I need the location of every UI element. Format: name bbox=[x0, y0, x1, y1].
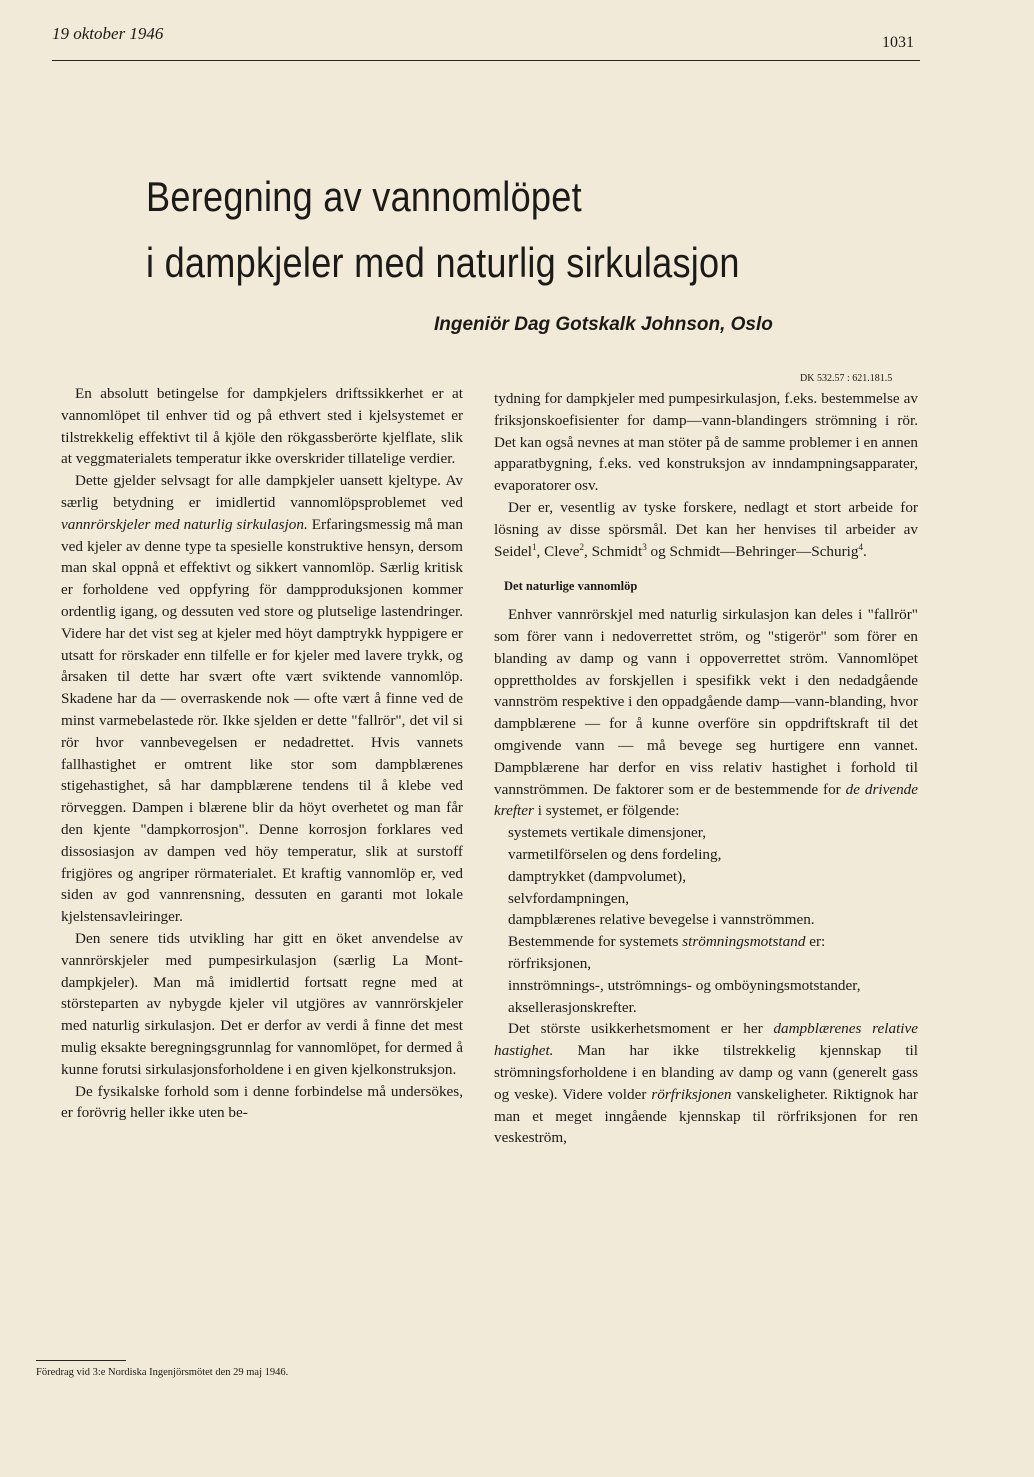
dk-classification: DK 532.57 : 621.181.5 bbox=[800, 373, 893, 384]
page-number: 1031 bbox=[882, 34, 914, 51]
list-item: rörfriksjonen, bbox=[508, 954, 592, 972]
ref-1: 1 bbox=[531, 541, 537, 552]
author-byline: Ingeniör Dag Gotskalk Johnson, Oslo bbox=[434, 314, 773, 335]
footnote-rule bbox=[36, 1360, 126, 1361]
paragraph: Det störste usikkerhetsmoment er her dampblærenes relative hastighet. Man har ikke tilstrekkelig kjennskap til strömningsforholdene i en blanding av damp og vann (generelt gass og veske). Videre volder rörfriksjonen vanskeligheter. Riktignok har man et meget inngående kjennskap til rörfriksjonen for ren veskeström, bbox=[494, 1020, 918, 1147]
paragraph: Den senere tids utvikling har gitt en öket anvendelse av vannrörskjeler med pumpesirkulasjon (særlig La Mont-dampkjeler). Man må imidlertid fortsatt regne med at störsteparten av nybygde kjeler vil utgjöres av vannrörskjeler med naturlig sirkulasjon. Det er derfor av verdi å finne det mest mulig eksakte beregningsgrunnlag for vannomlöpet, for dermed å kunne forutsi sirkulasjonsforholdene i en given kjelkonstruksjon. bbox=[61, 929, 463, 1078]
ref-4: 4 bbox=[858, 541, 863, 552]
paragraph: tydning for dampkjeler med pumpesirkulasjon, f.eks. bestemmelse av friksjonskoefisienter for damp—vann-blandingers strömning i rör. Det kan også nevnes at man stöter på de samme problemer i en annen apparatbygning, f.eks. ved konstruksjon av inndampningsapparater, evaporatorer osv. bbox=[494, 390, 918, 495]
resistance-list bbox=[494, 953, 918, 1018]
ref-3: 3 bbox=[642, 541, 647, 552]
paragraph: De fysikalske forhold som i denne forbindelse må undersökes, er forövrig heller ikke uten be- bbox=[61, 1082, 463, 1122]
list-item: systemets vertikale dimensjoner, bbox=[508, 824, 707, 842]
list-item: varmetilförselen og dens fordeling, bbox=[508, 845, 722, 863]
paragraph: Dette gjelder selvsagt for alle dampkjeler uansett kjeltype. Av særlig betydning er imidlertid vannomlöpsproblemet ved vannrörskjeler med naturlig sirkulasjon. Erfaringsmessig må man ved kjeler av denne type ta spesielle konstruktive hensyn, dersom man skal oppnå et effektivt og sikkert vannomlöp. Særlig kritisk er forholdene ved oppfyring för dampproduksjonen kommer ordentlig igang, og dessuten ved store og plutselige lastendringer. Videre har det vist seg at kjeler med höyt damptrykk hyppigere er utsatt for rörskader enn tilfelle er for kjeler med lavere trykk, og årsaken til dette har svært ofte vært sviktende vannomlöp. Skadene har da — overraskende nok — ofte vært å finne ved de minst varmebelastede rör. Ikke sjelden er dette "fallrör", det vil si rör hvor vannbevegelsen er nedadrettet. Hvis vannets fallhastighet er omtrent like stor som dampblærenes stigehastighet, så har dampblærene tendens til å klebe ved rörveggen. Dampen i blærene blir da höyt overhetet og man får den kjente "dampkorrosjon". Denne korrosjon forklares ved dissosiasjon av dampen ved höy temperatur, slik at surstoff frigjöres og angriper rörmaterialet. Et kraftig vannomlöp er, ved siden av god vannrensning, dessuten en garanti mot lokale kjelstensavleiringer. bbox=[61, 472, 463, 926]
list-item: innströmnings-, utströmnings- og omböyningsmotstander, bbox=[508, 976, 861, 994]
ref-2: 2 bbox=[579, 541, 584, 552]
paragraph: En absolutt betingelse for dampkjelers driftssikkerhet er at vannomlöpet til enhver tid og på ethvert sted i kjelsystemet er tilstrekkelig effektivt til å kjöle den rökgassberörte kjelflate, slik at veggmaterialets temperatur ikke overskrider tillatelige verdier. bbox=[61, 385, 463, 468]
header-rule bbox=[52, 60, 920, 61]
title-line-2: i dampkjeler med naturlig sirkulasjon bbox=[146, 239, 740, 286]
footnote: Föredrag vid 3:e Nordiska Ingenjörsmötet den 29 maj 1946. bbox=[36, 1367, 289, 1378]
title-line-1: Beregning av vannomlöpet bbox=[146, 173, 582, 220]
right-column bbox=[494, 388, 918, 1149]
header-date: 19 oktober 1946 bbox=[52, 24, 164, 43]
paragraph: Enhver vannrörskjel med naturlig sirkulasjon kan deles i "fallrör" som förer vann i nedoverrettet ström, og "stigerör" som förer en blanding av damp og vann i oppoverrettet ström. Vannomlöpet opprettholdes av forskjellen i spesifikk vekt i den nedadgående vannström respektive i den oppadgående damp—vann-blanding, hvor dampblærene — for å kunne overföre sin oppdriftskraft til det omgivende vann — må bevege seg hurtigere enn vannet. Dampblærene har derfor en viss relativ hastighet i forhold til vannströmmen. De faktorer som er de bestemmende for de drivende krefter i systemet, er fölgende: bbox=[494, 606, 919, 820]
left-column bbox=[61, 383, 463, 1124]
paragraph: Der er, vesentlig av tyske forskere, nedlagt et stort arbeide for lösning av disse spörsmål. Det kan her henvises til arbeider av Seidel$^1$, Cleve$^2$, Schmidt$^3$ og Schmidt—Behringer—Schurig$^4$. bbox=[494, 498, 918, 560]
list-item: damptrykket (dampvolumet), bbox=[508, 867, 686, 885]
list-item: aksellerasjonskrefter. bbox=[508, 998, 637, 1016]
list-item: selvfordampningen, bbox=[508, 889, 630, 907]
driving-forces-list bbox=[494, 822, 918, 931]
paragraph: Bestemmende for systemets strömningsmotstand er: bbox=[508, 933, 826, 951]
list-item: dampblærenes relative bevegelse i vannströmmen. bbox=[508, 911, 815, 929]
section-heading: Det naturlige vannomlöp bbox=[504, 579, 638, 594]
article-title bbox=[146, 164, 800, 296]
